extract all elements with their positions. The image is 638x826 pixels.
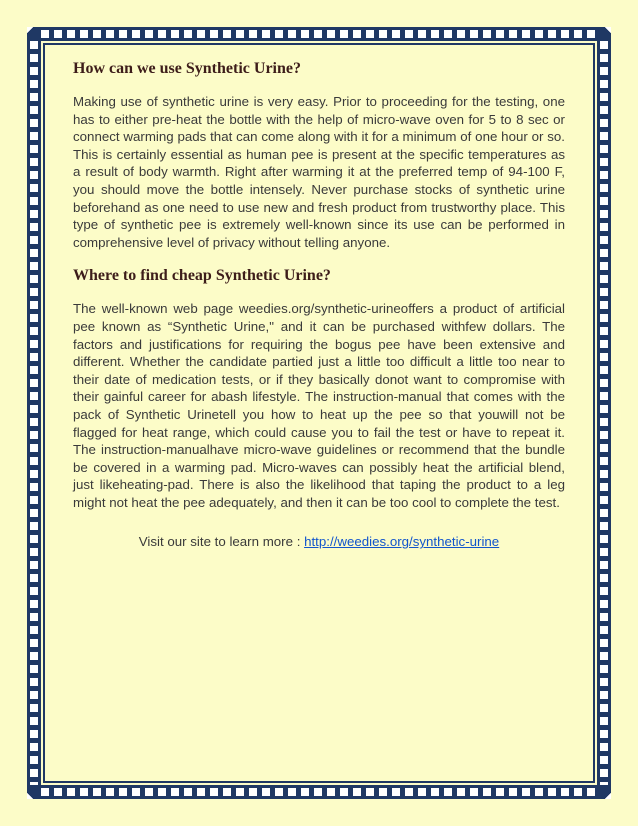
border-corner-bottom-left — [27, 785, 41, 799]
section-body: Making use of synthetic urine is very easy. Prior to proceeding for the testing, one has to either pre-heat the bottle with the help of micro-wave oven for 5 to 8 sec or connect warming pads that can come along with it for a minimum of one hour or so. This is certainly essential as human pee is present at the specific temperatures as a result of body warmth. Right after warming it at the preferred temp of 94-100 F, you should move the bottle intensely. Never purchase stocks of synthetic urine beforehand as one need to use new and fresh product from trustworthy place. This type of synthetic pee is extremely well-known since its use can be performed in comprehensive level of privacy without telling anyone. — [73, 94, 565, 250]
page-content — [45, 45, 593, 781]
border-corner-bottom-right — [597, 785, 611, 799]
section-heading: Where to find cheap Synthetic Urine? — [73, 267, 331, 285]
page-border-top — [27, 27, 611, 41]
footer-text: Visit our site to learn more : — [138, 534, 305, 550]
section-body: The well-known web page weedies.org/synthetic-urineoffers a product of artificial pee known as “Synthetic Urine," and it can be purchased withfew dollars. The factors and justifications for requiring the bogus pee have been extensive and different. Whether the candidate partied just a little too difficult a little too near to their date of medication tests, or if they basically donot want to compromise with their gainful career for abash lifestyle. The instruction-manual that comes with the pack of Synthetic Urinetell you how to heat up the pee so that youwill not be flagged for heat range, which could cause you to fail the test or have to repeat it. The instruction-manualhave micro-wave guidelines or recommend that the bundle be covered in a warming pad. Micro-waves can possibly heat the artificial blend, just likeheating-pad. There is also the likelihood that taping the product to a leg might not heat the pee adequately, and then it can be too cool to complete the test. — [73, 301, 565, 510]
footer-line — [73, 533, 565, 551]
border-corner-top-left — [27, 27, 41, 41]
border-squares-pattern — [30, 41, 38, 785]
section-how-to-use — [73, 59, 565, 251]
page-border-bottom — [27, 785, 611, 799]
border-corner-top-right — [597, 27, 611, 41]
border-squares-pattern — [41, 788, 597, 796]
section-heading: How can we use Synthetic Urine? — [73, 60, 301, 77]
section-where-to-find — [73, 266, 565, 511]
border-squares-pattern — [41, 30, 597, 38]
border-squares-pattern — [600, 41, 608, 785]
page-border-left — [27, 41, 41, 785]
footer-link[interactable]: http://weedies.org/synthetic-urine — [304, 534, 500, 550]
page-border-right — [597, 41, 611, 785]
